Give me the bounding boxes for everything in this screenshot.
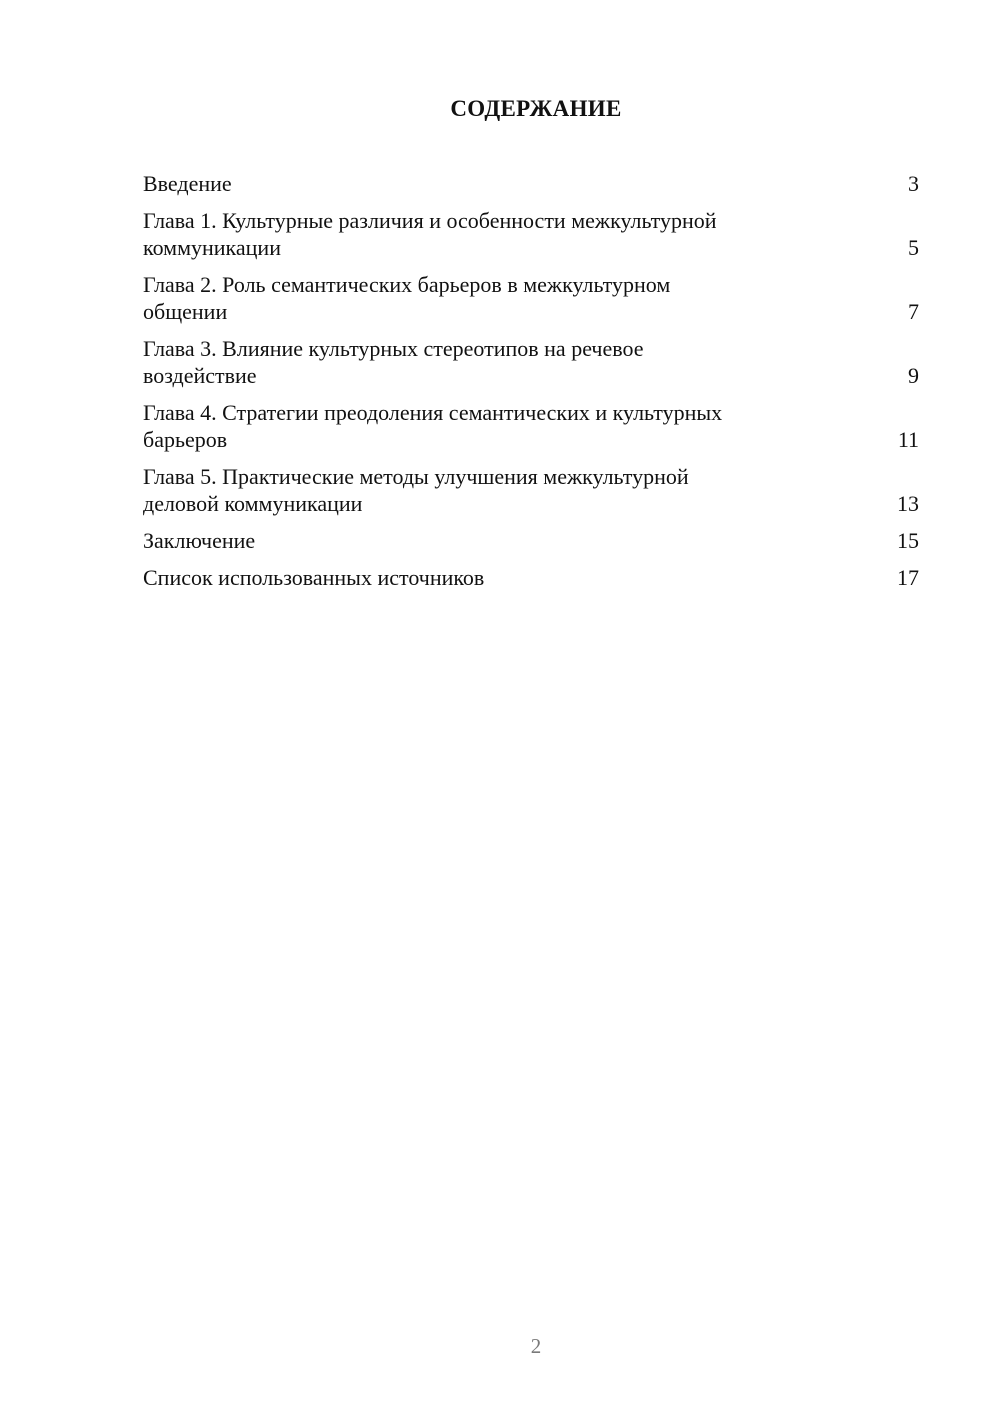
toc-entry-references xyxy=(143,564,919,591)
toc-entry-title: Заключение xyxy=(143,528,256,553)
toc-entry-title: Список использованных источников xyxy=(143,565,485,590)
table-of-contents xyxy=(143,170,919,601)
toc-entry-title: Глава 3. Влияние культурных стереотипов на речевое воздействие xyxy=(143,336,644,388)
toc-entry-page: 7 xyxy=(908,299,919,324)
toc-entry-title: Глава 2. Роль семантических барьеров в межкультурном общении xyxy=(143,272,671,324)
toc-entry-conclusion xyxy=(143,527,919,554)
toc-entry-page: 5 xyxy=(908,235,919,260)
toc-entry-chapter-4 xyxy=(143,399,919,453)
toc-entry-page: 3 xyxy=(908,171,919,196)
toc-entry-page: 9 xyxy=(908,363,919,388)
toc-entry-chapter-3 xyxy=(143,335,919,389)
toc-entry-page: 17 xyxy=(897,565,919,590)
toc-entry-title: Глава 5. Практические методы улучшения межкультурной деловой коммуникации xyxy=(143,464,689,516)
toc-entry-page: 11 xyxy=(897,427,919,452)
toc-entry-title: Введение xyxy=(143,171,232,196)
toc-entry-page: 13 xyxy=(897,491,919,516)
toc-entry-chapter-5 xyxy=(143,463,919,517)
toc-entry-title: Глава 4. Стратегии преодоления семантических и культурных барьеров xyxy=(143,400,723,452)
toc-entry-page: 15 xyxy=(897,528,919,553)
toc-entry-title: Глава 1. Культурные различия и особенности межкультурной коммуникации xyxy=(143,208,717,260)
toc-entry-chapter-2 xyxy=(143,271,919,325)
page-number: 2 xyxy=(530,1334,542,1358)
page-title: СОДЕРЖАНИЕ xyxy=(450,96,622,121)
toc-entry-chapter-1 xyxy=(143,207,919,261)
toc-entry-introduction xyxy=(143,170,919,197)
